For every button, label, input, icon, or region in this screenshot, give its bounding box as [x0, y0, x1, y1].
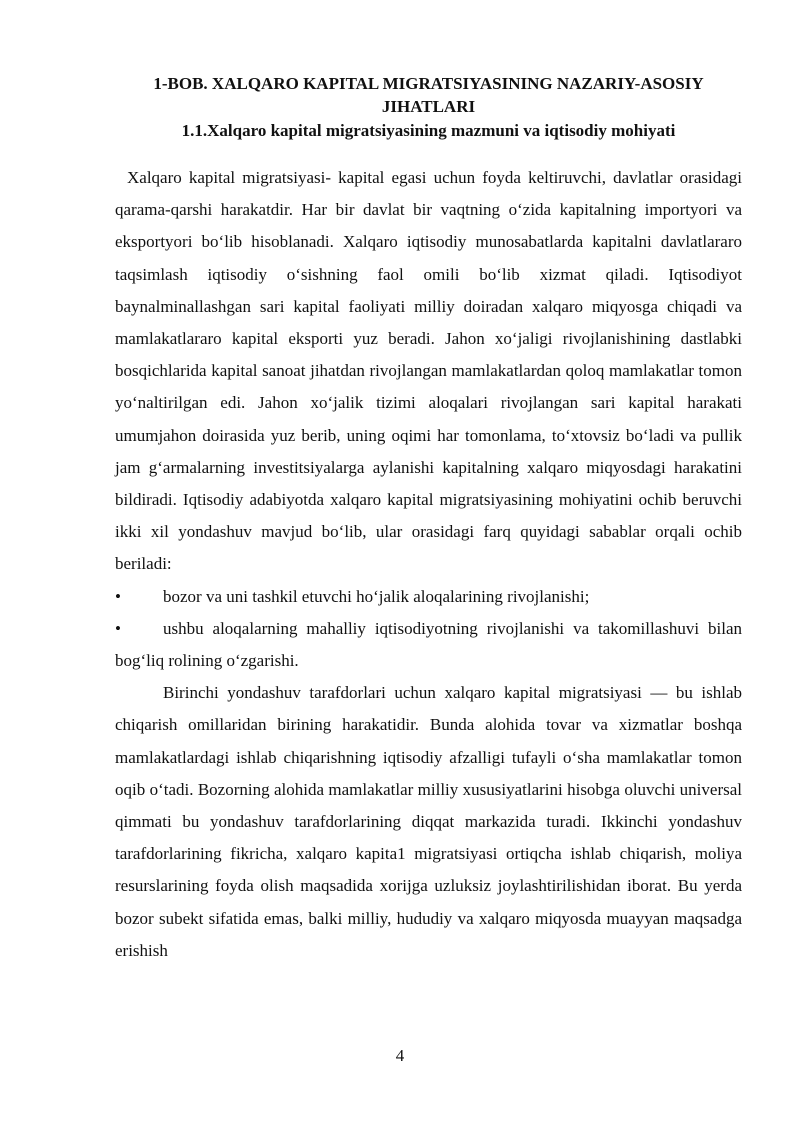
page-number: 4 — [395, 1046, 405, 1065]
section-title: 1.1.Xalqaro kapital migratsiyasining mazmuni va iqtisodiy mohiyati — [181, 121, 676, 140]
bullet-item-1 — [115, 581, 742, 613]
chapter-title: 1-BOB. XALQARO KAPITAL MIGRATSIYASINING NAZARIY-ASOSIY JIHATLARI — [153, 74, 704, 116]
bullet-mark: • — [115, 586, 121, 606]
bullet-text: ushbu aloqalarning mahalliy iqtisodiyotning rivojlanishi va takomillashuvi bilan bog‘liq rolining o‘zgarishi. — [115, 618, 742, 671]
bullet-item-2 — [115, 613, 742, 677]
paragraph-1: Xalqaro kapital migratsiyasi- kapital egasi uchun foyda keltiruvchi, davlatlar orasidagi qarama-qarshi harakatdir. Har bir davlat bir vaqtning o‘zida kapitalning importyori va eksportyori bo‘lib hisoblanadi. Xalqaro iqtisodiy munosabatlarda kapitalni davlatlararo taqsimlash iqtisodiy o‘sishning faol omili bo‘lib xizmat qiladi. Iqtisodiyot baynalminallashgan sari kapital faoliyati milliy doiradan xalqaro miqyosga chiqadi va mamlakatlararo kapital eksporti yuz beradi. Jahon xo‘jaligi rivojlanishining dastlabki bosqichlarida kapital sanoat jihatdan rivojlangan mamlakatlardan qoloq mamlakatlar tomon yo‘naltirilgan edi. Jahon xo‘jalik tizimi aloqalari rivojlangan sari kapital harakati umumjahon doirasida yuz berib, uning oqimi har tomonlama, to‘xtovsiz bo‘ladi va pullik jam g‘armalarning investitsiyalarga aylanishi kapitalning xalqaro miqyosdagi harakatini bildiradi. Iqtisodiy adabiyotda xalqaro kapital migratsiyasining mohiyatini ochib beruvchi ikki xil yondashuv mavjud bo‘lib, ular orasidagi farq quyidagi sabablar orqali ochib beriladi: — [115, 168, 742, 574]
paragraph-2: Birinchi yondashuv tarafdorlari uchun xalqaro kapital migratsiyasi — bu ishlab chiqarish omillaridan birining harakatidir. Bunda alohida tovar va xizmatlar boshqa mamlakatlardagi ishlab chiqarishning iqtisodiy afzalligi tufayli o‘sha mamlakatlar tomon oqib o‘tadi. Bozorning alohida mamlakatlar milliy xususiyatlarini hisobga oluvchi universal qimmati bu yondashuv tarafdorlarining diqqat markazida turadi. Ikkinchi yondashuv tarafdorlarining fikricha, xalqaro kapita1 migratsiyasi ortiqcha ishlab chiqarish, moliya resurslarining foyda olish maqsadida xorijga uzluksiz joylashtirilishidan iborat. Bu yerda bozor subekt sifatida emas, balki milliy, hududiy va xalqaro miqyosda muayyan maqsadga erishish — [115, 683, 742, 960]
bullet-text: bozor va uni tashkil etuvchi ho‘jalik aloqalarining rivojlanishi; — [163, 586, 590, 606]
bullet-mark: • — [115, 618, 121, 638]
document-page — [115, 72, 742, 967]
